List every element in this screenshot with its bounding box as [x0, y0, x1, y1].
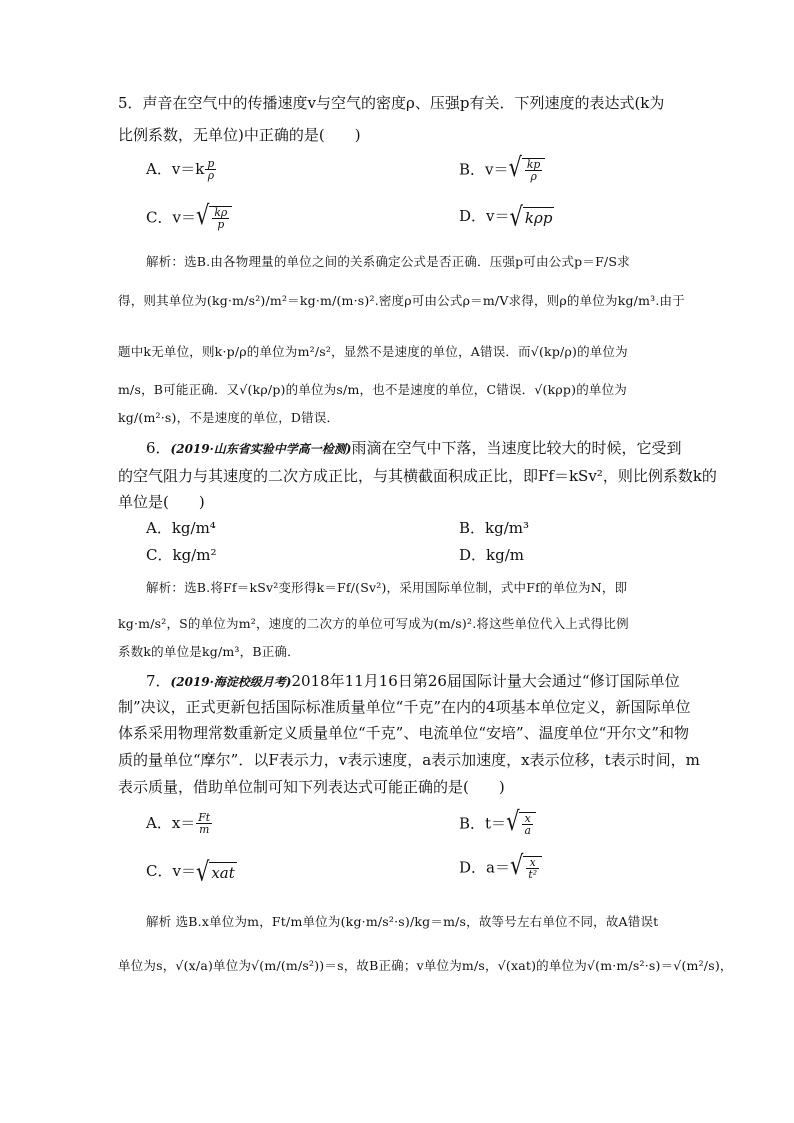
q5-option-d-radicand: kρp — [524, 208, 553, 227]
q6-stem-line-1 — [146, 438, 682, 459]
q5-option-b-sqrt: √ $\frac{kp}{\rho}$ — [509, 158, 546, 183]
q7-option-b-num: x — [522, 813, 532, 825]
q5-option-b-label: B．v＝ — [459, 160, 509, 179]
q5-solution-line-2: 得，则其单位为(kg·m/s²)/m²＝kg·m/(m·s)².密度ρ可由公式ρ＝m/V求得，则ρ的单位为kg/m³.由于 — [118, 293, 685, 308]
q7-option-d-label: D．a＝ — [459, 858, 510, 877]
q5-option-b-num: kp — [526, 158, 541, 171]
q5-option-b[interactable] — [459, 152, 545, 184]
q7-option-d[interactable] — [459, 850, 542, 882]
q5-option-d[interactable] — [459, 201, 554, 232]
q7-option-c-radicand: xat — [211, 863, 235, 882]
q7-option-a-fraction — [196, 812, 212, 836]
q7-option-d-den: t² — [528, 868, 538, 882]
q6-stem-text: 雨滴在空气中下落，当速度比较大的时候，它受到 — [351, 439, 682, 457]
q7-stem-line-5: 表示质量，借助单位制可知下列表达式可能正确的是( ) — [118, 778, 505, 796]
q6-number: 6． — [146, 439, 171, 457]
q7-option-b[interactable] — [459, 806, 536, 838]
q5-option-a[interactable] — [146, 158, 217, 182]
q5-solution-line-3: 题中k无单位，则k·p/ρ的单位为m²/s²，显然不是速度的单位，A错误．而√(kp/ρ)的单位为 — [118, 344, 628, 359]
q6-option-a[interactable]: A．kg/m⁴ — [146, 519, 216, 537]
q7-stem-line-3: 体系采用物理常数重新定义质量单位“千克”、电流单位“安培”、温度单位“开尔文”和物 — [118, 724, 690, 742]
q7-source: (2019·海淀校级月考) — [170, 675, 292, 689]
q7-stem-text: 2018年11月16日第26届国际计量大会通过“修订国际单位 — [291, 672, 680, 690]
q6-solution-line-1: 解析：选B.将Ff＝kSv²变形得k＝Ff/(Sv²)，采用国际单位制，式中Ff的单位为N，即 — [146, 580, 628, 595]
q7-stem-line-4: 质的量单位“摩尔”．以F表示力，v表示速度，a表示加速度，x表示位移，t表示时间，m — [118, 751, 700, 769]
q5-option-d-label: D．v＝ — [459, 207, 510, 225]
q7-option-a[interactable] — [146, 812, 213, 836]
q5-solution-line-5: kg/(m²·s)，不是速度的单位，D错误． — [118, 410, 340, 425]
q7-option-b-sqrt: √ $\frac{x}{a}$ — [506, 812, 536, 837]
q7-option-a-den: m — [199, 823, 210, 837]
q5-option-d-sqrt: √ kρp — [509, 201, 553, 232]
q5-stem-line-1: 5．声音在空气中的传播速度v与空气的密度ρ、压强p有关．下列速度的表达式(k为 — [118, 94, 665, 112]
q5-option-c-den: p — [217, 218, 225, 232]
q6-option-d[interactable]: D．kg/m — [459, 546, 524, 564]
q6-stem-line-3: 单位是( ) — [118, 493, 205, 511]
q7-option-a-label: A．x＝ — [146, 813, 196, 832]
q7-option-d-sqrt: √ $\frac{x}{\text{t²}}$ — [510, 856, 542, 881]
q7-solution-line-2: 单位为s，√(x/a)单位为√(m/(m/s²))＝s，故B正确；v单位为m/s，√(xat)的单位为√(m·m/s²·s)＝√(m²/s)， — [118, 958, 733, 973]
q7-number: 7． — [146, 672, 171, 690]
q7-option-b-den: a — [524, 824, 531, 838]
q5-option-c-num: kρ — [214, 206, 228, 219]
q5-option-c-sqrt: √ $\frac{k\rho}{p}$ — [196, 206, 232, 231]
q5-option-a-label: A．v＝k — [146, 159, 205, 178]
q5-option-a-den: ρ — [207, 169, 215, 183]
q7-option-a-num: Ft — [198, 811, 211, 824]
q7-option-b-label: B．t＝ — [459, 814, 507, 833]
q7-stem-line-1 — [146, 671, 678, 692]
q5-option-c[interactable] — [146, 200, 232, 232]
q6-stem-line-2: 的空气阻力与其速度的二次方成正比，与其横截面积成正比，即Ff＝kSv²，则比例系数k的 — [118, 467, 717, 485]
q6-solution-line-3: 系数k的单位是kg/m³，B正确． — [118, 644, 300, 659]
q7-option-d-num: x — [526, 857, 539, 869]
q5-stem-line-2: 比例系数，无单位)中正确的是( ) — [118, 126, 361, 144]
q5-option-c-label: C．v＝ — [146, 208, 196, 227]
q7-option-c-sqrt: √ xat — [195, 856, 235, 887]
q5-option-a-num: p — [207, 157, 215, 170]
q5-option-a-fraction — [205, 158, 216, 182]
q6-solution-line-2: kg·m/s²，S的单位为m²，速度的二次方的单位可写成为(m/s)².将这些单位代入上式得比例 — [118, 616, 629, 631]
q7-solution-line-1: 解析 选B.x单位为m，Ft/m单位为(kg·m/s²·s)/kg＝m/s，故等号左右单位不同，故A错误t — [146, 914, 659, 929]
q7-stem-line-2: 制”决议，正式更新包括国际标准质量单位“千克”在内的4项基本单位定义，新国际单位 — [118, 698, 691, 716]
q5-solution-line-1: 解析：选B.由各物理量的单位之间的关系确定公式是否正确．压强p可由公式p＝F/S求 — [146, 254, 630, 269]
q6-option-c[interactable]: C．kg/m² — [146, 546, 217, 564]
q5-option-b-den: ρ — [530, 170, 537, 184]
q6-source: (2019·山东省实验中学高一检测) — [170, 442, 352, 456]
q7-option-c[interactable] — [146, 856, 237, 887]
q6-option-b[interactable]: B．kg/m³ — [459, 519, 530, 537]
q5-solution-line-4: m/s，B可能正确．又√(kρ/p)的单位为s/m，也不是速度的单位，C错误．√(kρp)的单位为 — [118, 382, 628, 397]
q7-option-c-label: C．v＝ — [146, 862, 196, 880]
